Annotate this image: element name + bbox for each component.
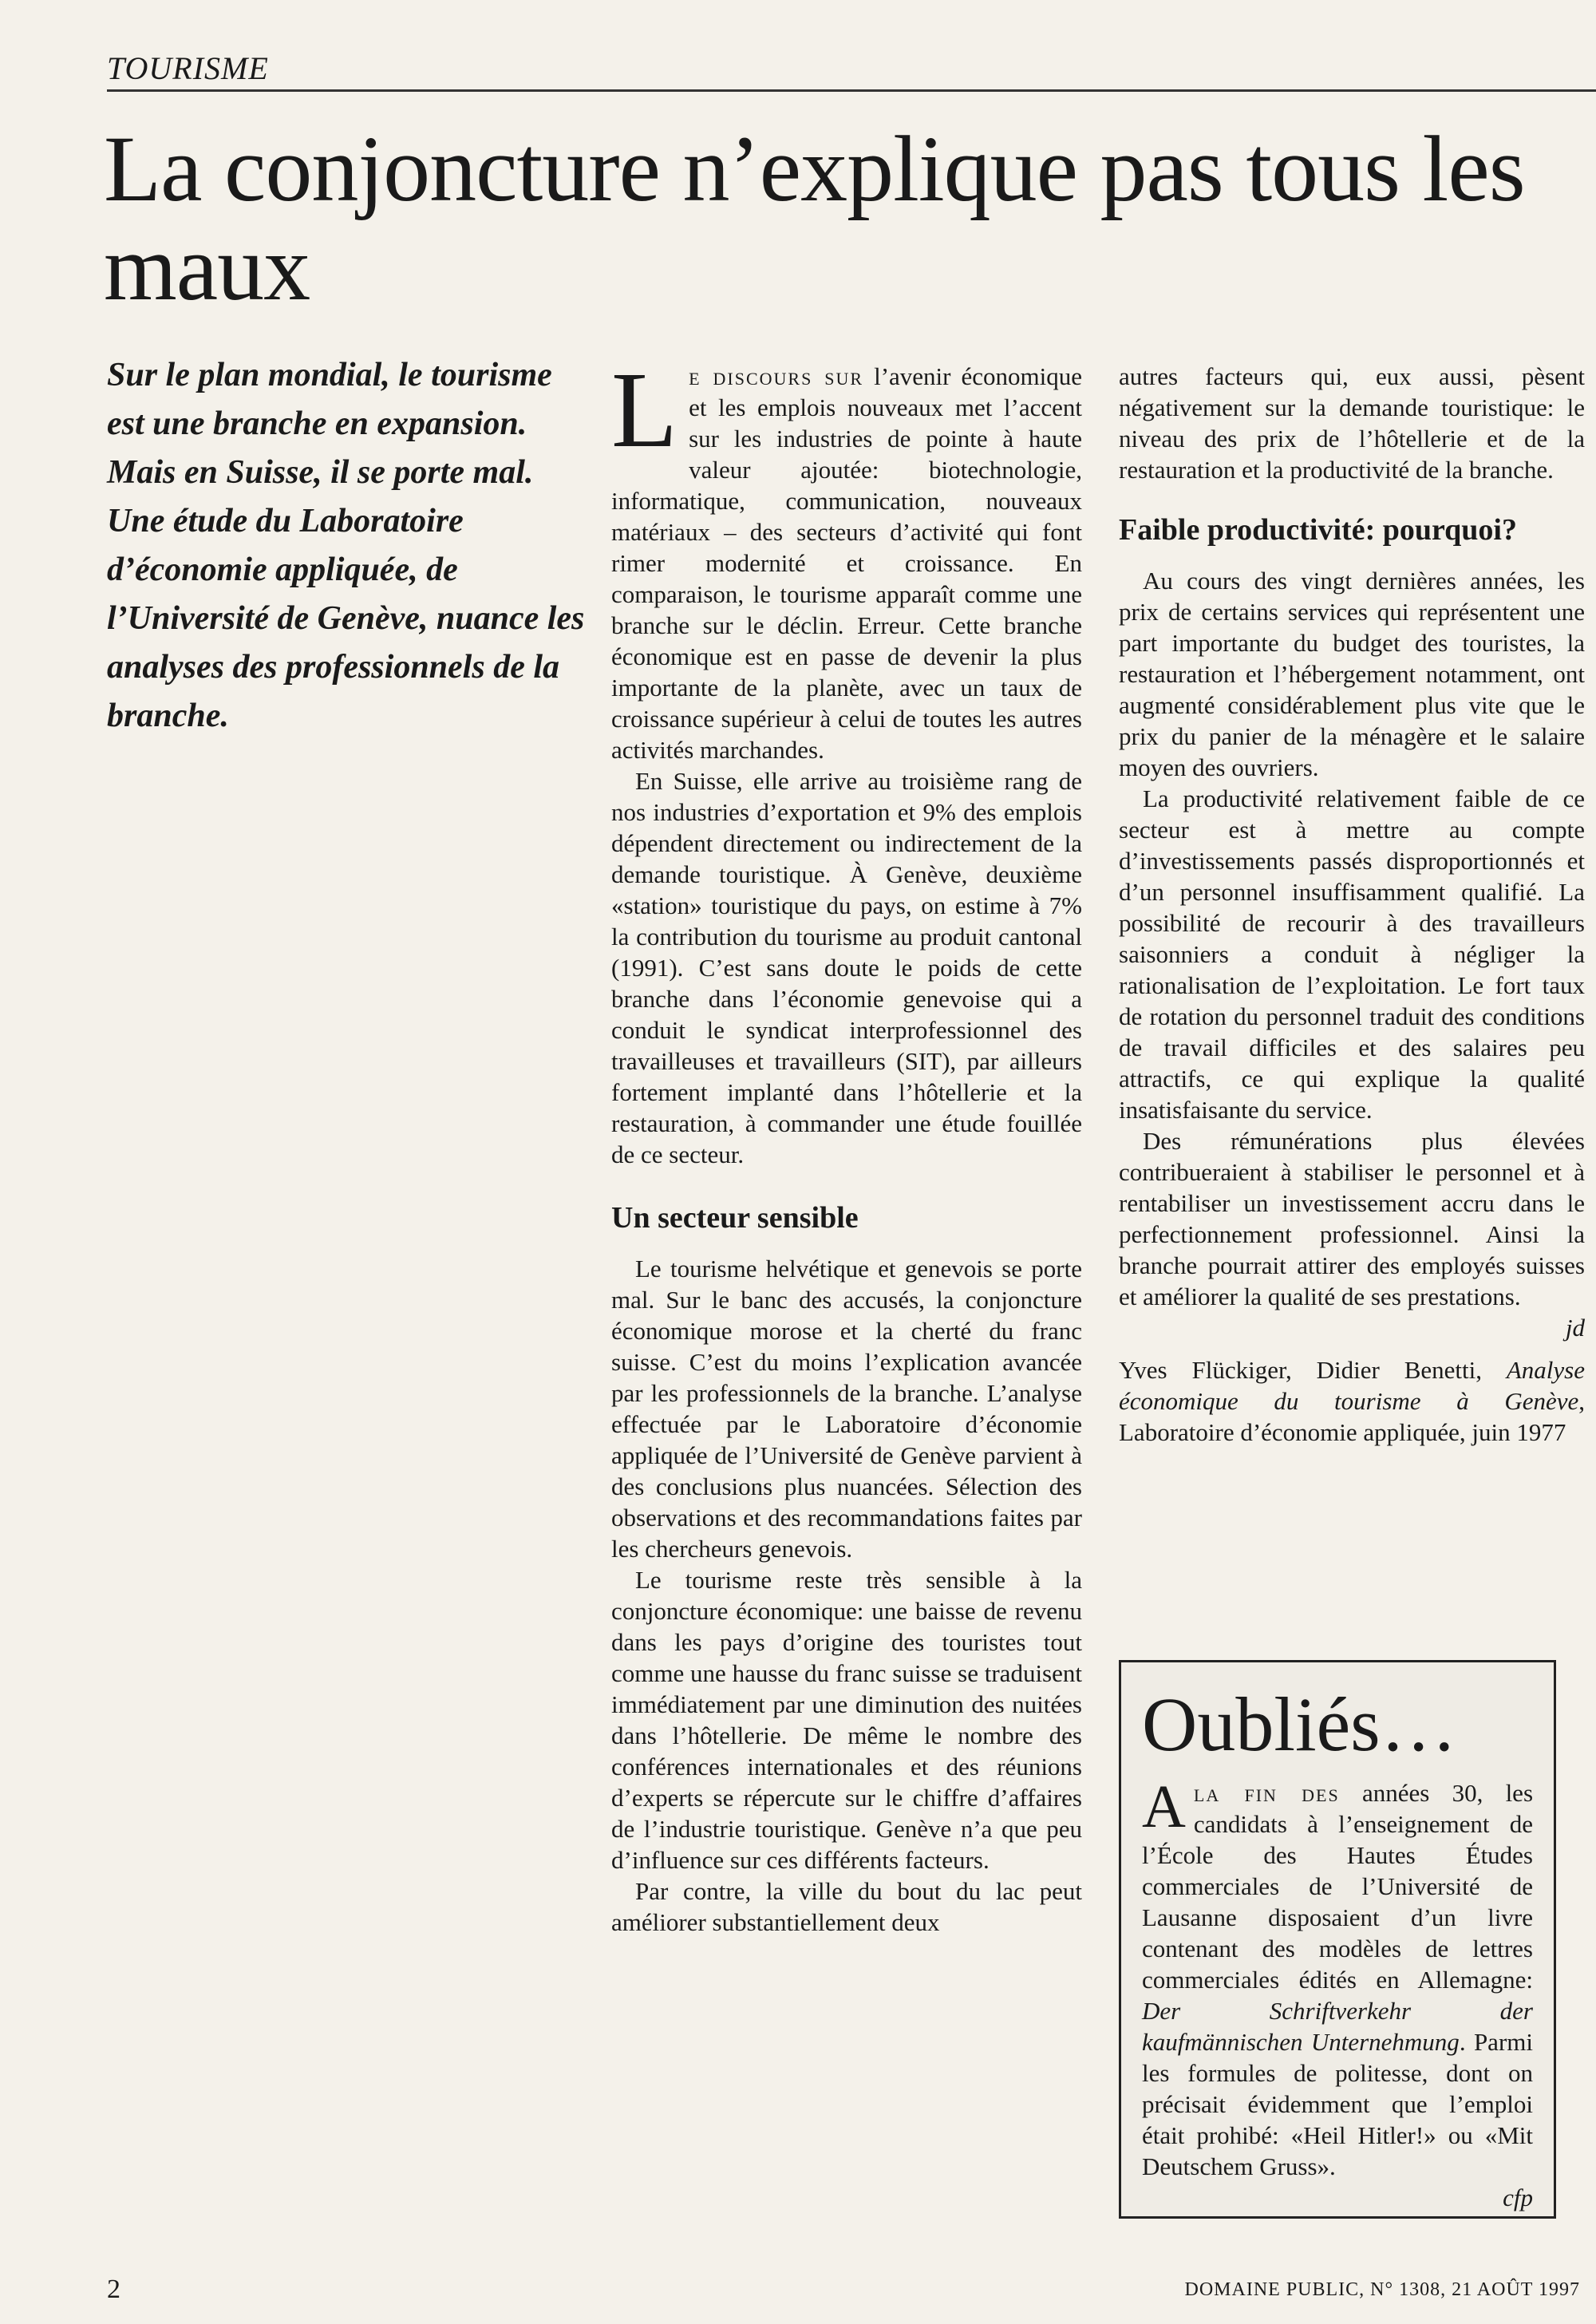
publication-info: DOMAINE PUBLIC, N° 1308, 21 AOÛT 1997: [1184, 2279, 1580, 2300]
drop-cap: L: [611, 350, 678, 470]
page-number: 2: [107, 2275, 120, 2304]
sidebar-text: [1142, 1773, 1534, 2182]
article-paragraph-9: Des rémunérations plus élevées contribueraient à stabiliser le personnel et à rentabiliser un investissement accru dans le perfectionnement professionnel. Ainsi la branche pourrait attirer des employés suisses et améliorer la qualité de ses prestations.: [1119, 1127, 1585, 1310]
article-paragraph-5: Par contre, la ville du bout du lac peut améliorer substantiellement deux: [611, 1877, 1082, 1936]
section-label: TOURISME: [107, 50, 269, 86]
subheading-secteur-sensible: Un secteur sensible: [611, 1201, 859, 1235]
sidebar-lead-in: la fin des: [1193, 1779, 1340, 1807]
sidebar-author: cfp: [1503, 2184, 1533, 2211]
article-paragraph-3: Le tourisme helvétique et genevois se porte mal. Sur le banc des accusés, la conjoncture économique morose et la cherté du franc suisse. C’est du moins l’explication avancée par les professionnels de la branche. L’analyse effectuée par le Laboratoire d’économie appliquée de l’Université de Genève parvient à des conclusions plus nuancées. Sélection des observations et des recommandations faites par les chercheurs genevois.: [611, 1255, 1082, 1563]
lede: Sur le plan mondial, le tourisme est une branche en expansion. Mais en Suisse, il se porte mal. Une étude du Laboratoire d’économie appliquée, de l’Université de Genève, nuance les analyses des professionnels de la branche.: [107, 357, 585, 734]
sidebar-text-1: années 30, les candidats à l’enseignement de l’École des Hautes Études commerciales de l’Université de Lausanne disposaient d’un livre contenant des modèles de lettres commerciales édités en Allemagne:: [1142, 1779, 1534, 1994]
sidebar-title: Oubliés…: [1142, 1682, 1457, 1767]
sidebar-text-2: . Parmi les formules de politesse, dont on précisait évidemment que l’emploi était prohibé: «Heil Hitler!» ou «Mit Deutschem Gruss».: [1142, 2028, 1533, 2180]
article-paragraph-8: La productivité relativement faible de ce secteur est à mettre au compte d’investissements passés disproportionnés et d’un personnel insuffisamment qualifié. La possibilité de recourir à des travailleurs saisonniers a conduit à négliger la rationalisation de l’exploitation. Le fort taux de rotation du personnel traduit des conditions de travail difficiles et des salaires peu attractifs, ce qui explique la qualité insatisfaisante du service.: [1119, 785, 1585, 1124]
article-paragraph-6: autres facteurs qui, eux aussi, pèsent négativement sur la demande touristique: le niveau des prix de l’hôtellerie et de la restauration et la productivité de la branche.: [1119, 362, 1585, 484]
author-initials: jd: [1565, 1314, 1585, 1342]
article-paragraph-4: Le tourisme reste très sensible à la conjoncture économique: une baisse de revenu dans les pays d’origine des touristes tout comme une hausse du franc suisse se traduisent immédiatement par une diminution des nuitées dans l’hôtellerie. De même le nombre des conférences internationales et des réunions d’experts se répercute sur le chiffre d’affaires de l’industrie touristique. Genève n’a que peu d’influence sur ces différents facteurs.: [611, 1566, 1082, 1874]
reference: [1119, 1354, 1585, 1448]
article-column-2: [611, 350, 1082, 1938]
reference-authors: Yves Flückiger, Didier Benetti,: [1119, 1356, 1507, 1384]
subheading-faible-productivite: Faible productivité: pourquoi?: [1119, 513, 1517, 547]
reference-details: , Laboratoire d’économie appliquée, juin 1977: [1119, 1387, 1585, 1446]
sidebar-drop-cap: A: [1142, 1773, 1186, 1840]
article-column-3: [1119, 361, 1585, 1448]
top-rule: [107, 89, 1596, 92]
article-paragraph-7: Au cours des vingt dernières années, les prix de certains services qui représentent une part importante du budget des touristes, la restauration et l’hébergement notamment, ont augmenté considérablement plus vite que le prix du panier de la ménagère et le salaire moyen des ouvriers.: [1119, 567, 1585, 781]
headline: La conjoncture n’explique pas tous les maux: [104, 117, 1525, 320]
paragraph-text: l’avenir économique et les emplois nouveaux met l’accent sur les industries de pointe à haute valeur ajoutée: biotechnologie, informatique, communication, nouveaux matériaux – des secteurs d’activité qui font rimer modernité et croissance. En comparaison, le tourisme apparaît comme une branche sur le déclin. Erreur. Cette branche économique est en passe de devenir la plus importante de la planète, avec un taux de croissance supérieur à celui de toutes les autres activités marchandes.: [611, 362, 1082, 764]
article-paragraph-2: En Suisse, elle arrive au troisième rang de nos industries d’exportation et 9% des emplois dépendent directement ou indirectement de la demande touristique. À Genève, deuxième «station» touristique du pays, on estime à 7% la contribution du tourisme au produit cantonal (1991). C’est sans doute le poids de cette branche dans l’économie genevoise qui a conduit le syndicat interprofessionnel des travailleuses et travailleurs (SIT), par ailleurs fortement implanté dans l’hôtellerie et la restauration, à commander une étude fouillée de ce secteur.: [611, 767, 1082, 1168]
lead-in: e discours sur: [689, 362, 864, 390]
sidebar-box: [1119, 1660, 1556, 2219]
article-paragraph-1: [611, 350, 1082, 765]
sidebar-book-title: Der Schriftverkehr der kaufmännischen Unternehmung: [1142, 1997, 1533, 2056]
reference-title: Analyse économique du tourisme à Genève: [1119, 1356, 1585, 1415]
